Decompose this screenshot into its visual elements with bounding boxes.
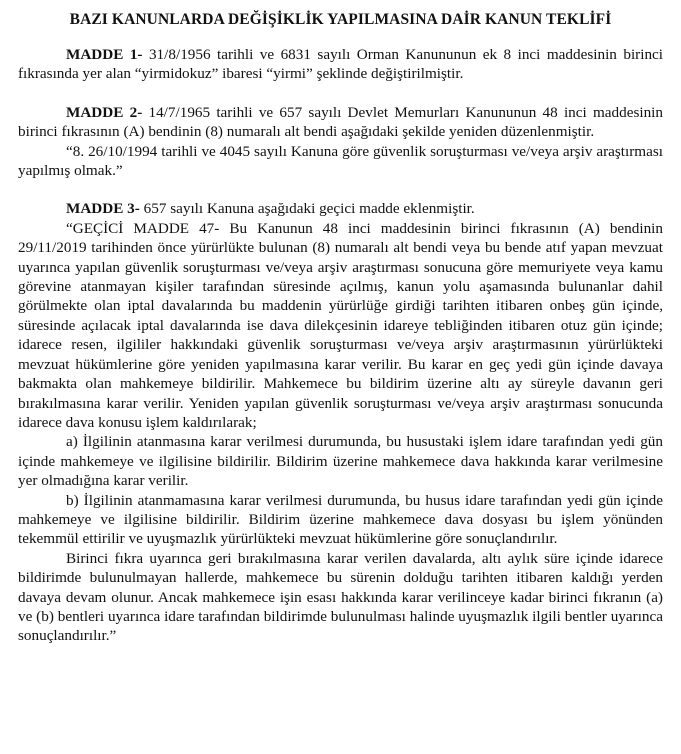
provisional-article-clause-a: a) İlgilinin atanmasına karar verilmesi durumunda, bu husustaki işlem idare tarafından yedi gün içinde mahkemeye ve ilgilisine bildirilir. Bildirim üzerine mahkemece dava hakkında karar verilmesine yer olmadığına karar verilir. <box>18 433 663 490</box>
article-2 <box>18 103 663 142</box>
spacer <box>18 84 663 103</box>
article-1 <box>18 45 663 84</box>
provisional-article-clause-b: b) İlgilinin atanmamasına karar verilmesi durumunda, bu husus idare tarafından yedi gün içinde mahkemeye ve ilgilisine bildirilir. Bildirim üzerine mahkemece dava dosyası bu işlem yönünden tekemmül ettirilir ve uyuşmazlık yürürlükteki mevzuat hükümlerine göre sonuçlandırılır. <box>18 491 663 548</box>
article-3-text: 657 sayılı Kanuna aşağıdaki geçici madde eklenmiştir. <box>139 200 475 218</box>
document-title: BAZI KANUNLARDA DEĞİŞİKLİK YAPILMASINA DAİR KANUN TEKLİFİ <box>69 11 612 28</box>
article-1-text: 31/8/1956 tarihli ve 6831 sayılı Orman Kanununun ek 8 inci maddesinin birinci fıkrasında yer alan “yirmidokuz” ibaresi “yirmi” şeklinde değiştirilmiştir. <box>18 46 663 83</box>
provisional-article-paragraph-2: Birinci fıkra uyarınca geri bırakılmasına karar verilen davalarda, altı aylık süre içinde idarece bildirimde bulunulmayan hallerde, mahkemece bu sürenin dolduğu tarihten itibaren kaldığı yerden davaya devam olunur. Ancak mahkemece işin esası hakkında karar verilinceye kadar birinci fıkranın (a) ve (b) bentleri uyarınca idare tarafından bildirimde bulunulması halinde uyuşmazlık ilgili bentler uyarınca sonuçlandırılır.” <box>18 549 663 645</box>
article-2-quote: “8. 26/10/1994 tarihli ve 4045 sayılı Kanuna göre güvenlik soruşturması ve/veya arşiv araştırması yapılmış olmak.” <box>18 142 663 180</box>
article-2-text: 14/7/1965 tarihli ve 657 sayılı Devlet Memurları Kanununun 48 inci maddesinin birinci fıkrasının (A) bendinin (8) numaralı alt bendi aşağıdaki şekilde yeniden düzenlenmiştir. <box>18 103 663 141</box>
article-3 <box>18 199 663 218</box>
article-2-label: MADDE 2- <box>66 103 143 121</box>
article-3-label: MADDE 3- <box>66 200 140 218</box>
spacer <box>18 180 663 199</box>
article-1-label: MADDE 1- <box>66 46 143 63</box>
provisional-article-paragraph-1: “GEÇİCİ MADDE 47- Bu Kanunun 48 inci maddesinin birinci fıkrasının (A) bendinin 29/11/2019 tarihinden önce yürürlükte bulunan (8) numaralı alt bendi veya bu bende atıf yapan mevzuat uyarınca yapılan güvenlik soruşturması ve/veya arşiv araştırması sonucuna göre memuriyete veya kamu görevine atanmayan kişiler tarafından süresinde açılmış, kanun yolu aşamasında bulunanlar dahil görülmekte olan iptal davalarında bu maddenin yürürlüğe girdiği tarihten itibaren onbeş gün içinde, süresinde açılacak iptal davalarında ise dava dilekçesinin idareye tebliğinden itibaren otuz gün içinde; idarece resen, ilgililer hakkındaki güvenlik soruşturması ve/veya arşiv araştırmasının yürürlükteki mevzuat hükümlerine göre yeniden yapılmasına karar verilir. Bu karar en geç yedi gün içinde davaya bakmakta olan mahkemeye bildirilir. Mahkemece bu bildirim üzerine altı ay süreyle davanın geri bırakılmasına karar verilir. Yeniden yapılan güvenlik soruşturması ve/veya arşiv araştırması sonucunda idarece dava konusu işlem kaldırılarak; <box>18 219 663 431</box>
